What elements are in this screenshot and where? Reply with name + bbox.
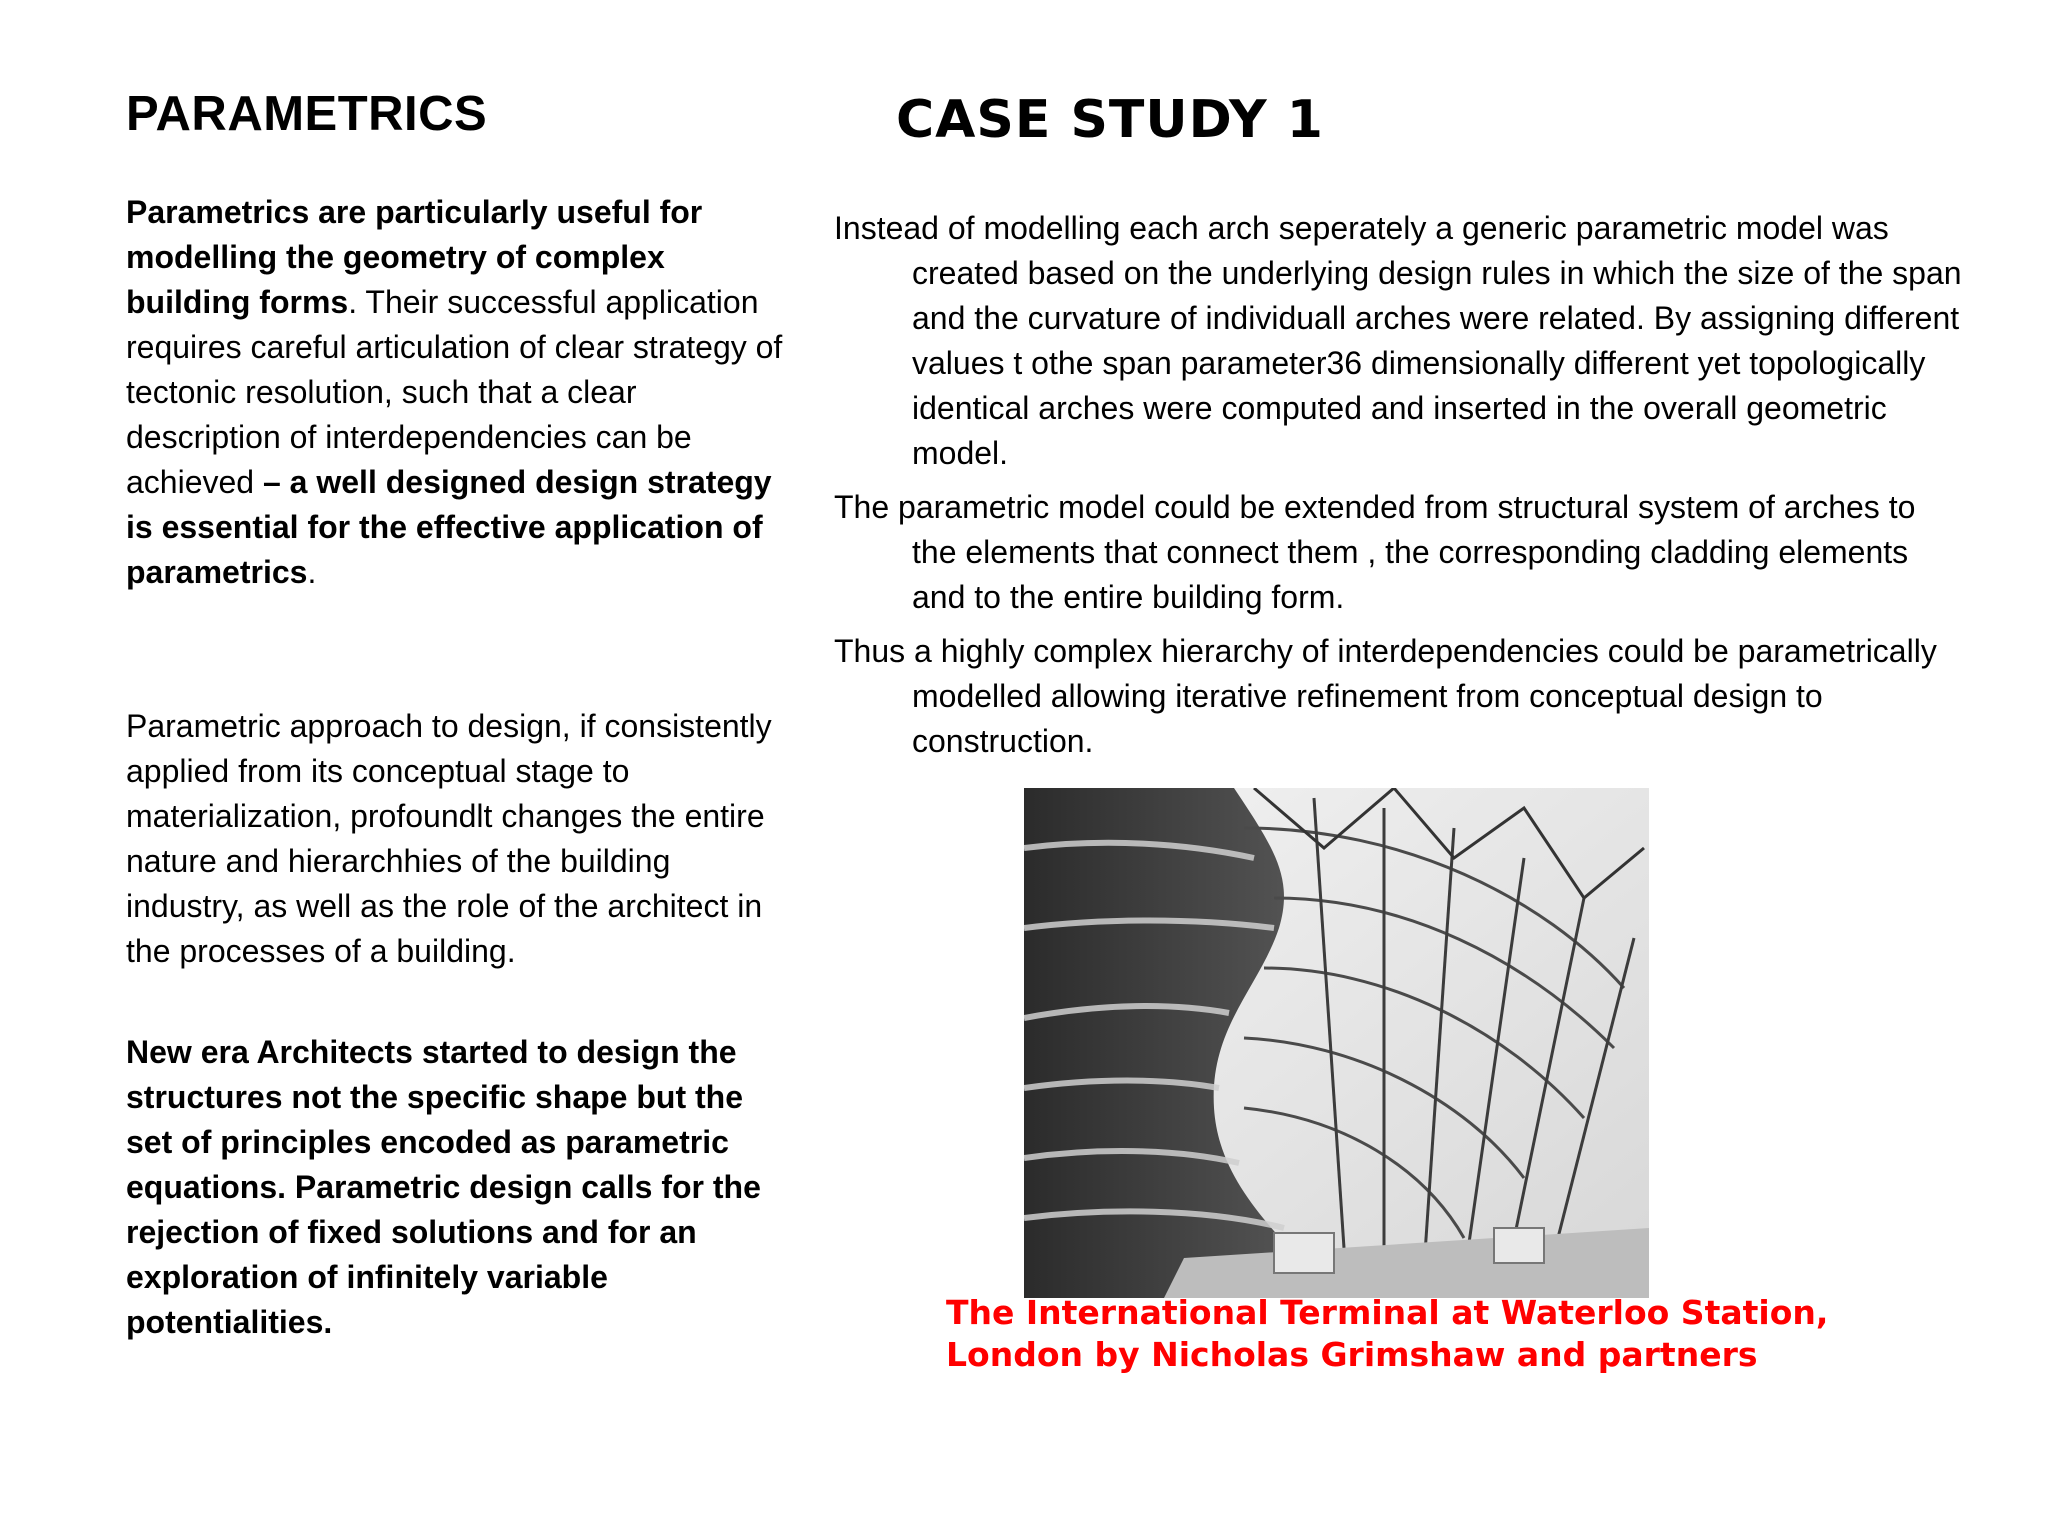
case-paragraph-1: Instead of modelling each arch seperately a generic parametric model was created based on the underlying design rules in which the size of the span and the curvature of individuall arches were related. By assigning different values t othe span parameter36 dimensionally different yet topologically identical arches were computed and inserted in the overall geometric model. [834,210,1962,471]
caption-line-2: London by Nicholas Grimshaw and partners [946,1335,1758,1374]
waterloo-terminal-photo [1024,788,1649,1298]
case-study-heading: CASE STUDY 1 [896,90,1324,150]
case-study-text [834,206,1964,773]
photo-caption [946,1292,1946,1376]
left-paragraph-2 [126,704,786,974]
p1-bold-intro: Parametrics are particularly useful for modelling the geometry of complex building forms [126,194,703,320]
left-paragraph-3 [126,1030,786,1345]
left-paragraph-1 [126,190,786,595]
p1-text: . Their successful application requires careful articulation of clear strategy of tectonic resolution, such that a clear description of interdependencies can be achieved [126,284,783,500]
p1-end: . [307,554,317,590]
caption-line-1: The International Terminal at Waterloo Station, [946,1293,1829,1332]
p3-text: New era Architects started to design the structures not the specific shape but the set of principles encoded as parametric equations. Parametric design calls for the rejection of fixed solutions and for an exploration of infinitely variable potentialities. [126,1034,761,1340]
p2-text: Parametric approach to design, if consistently applied from its conceptual stage to materialization, profoundlt changes the entire nature and hierarchhies of the building industry, as well as the role of the architect in the processes of a building. [126,708,772,969]
left-heading: PARAMETRICS [126,87,488,141]
case-paragraph-2: The parametric model could be extended from structural system of arches to the elements that connect them , the corresponding cladding elements and to the entire building form. [834,489,1916,615]
case-paragraph-3: Thus a highly complex hierarchy of interdependencies could be parametrically modelled allowing iterative refinement from conceptual design to construction. [834,633,1937,759]
p1-bold-emphasis: – a well designed design strategy is essential for the effective application of parametrics [126,464,772,590]
